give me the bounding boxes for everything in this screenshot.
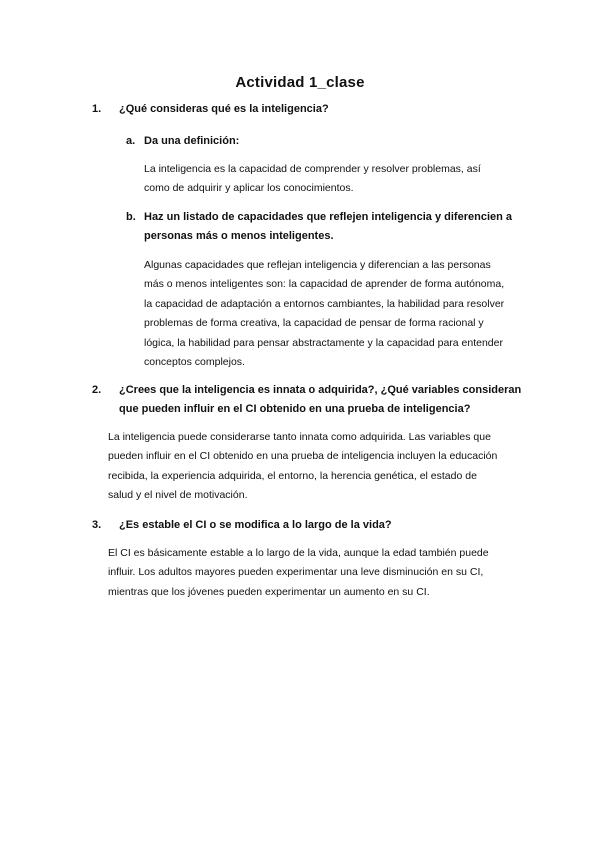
subquestion-text: Da una definición: [144,135,240,147]
subquestion-1b [126,208,546,246]
answer-line: lógica, la habilidad para pensar abstractamente y la capacidad para entender [144,336,503,349]
answer-3 [108,544,558,602]
question-text: ¿Qué consideras qué es la inteligencia? [119,103,329,115]
question-text: ¿Es estable el CI o se modifica a lo largo de la vida? [119,519,392,531]
answer-2 [108,428,558,506]
answer-line: pueden influir en el CI obtenido en una prueba de inteligencia incluyen la educación [108,450,498,463]
question-number: 2. [92,384,102,396]
question-line: que pueden influir en el CI obtenido en una prueba de inteligencia? [119,403,471,415]
answer-1b [144,256,554,372]
answer-line: problemas de forma creativa, la capacidad de pensar de forma racional y [144,317,484,330]
answer-line: El CI es básicamente estable a lo largo de la vida, aunque la edad también puede [108,547,489,559]
subquestion-1a [126,132,526,151]
subquestion-line: personas más o menos inteligentes. [144,230,334,242]
subquestion-letter: b. [126,211,136,223]
answer-line: la capacidad de adaptación a entornos cambiantes, la habilidad para resolver [144,297,505,310]
question-number: 3. [92,519,102,531]
answer-line: Algunas capacidades que reflejan inteligencia y diferencian a las personas [144,259,491,271]
question-1 [92,100,532,119]
answer-line: como de adquirir y aplicar los conocimientos. [144,182,354,195]
answer-line: mientras que los jóvenes pueden experimentar un aumento en su CI. [108,585,430,598]
question-number: 1. [92,103,102,115]
answer-line: salud y el nivel de motivación. [108,489,248,502]
question-3 [92,516,542,535]
answer-line: recibida, la experiencia adquirida, el entorno, la herencia genética, el estado de [108,469,477,482]
question-line: ¿Crees que la inteligencia es innata o adquirida?, ¿Qué variables consideran [119,384,522,396]
question-2 [92,381,542,419]
subquestion-letter: a. [126,135,136,147]
answer-line: La inteligencia es la capacidad de comprender y resolver problemas, así [144,163,481,175]
question-text [92,381,542,419]
subquestion-line: Haz un listado de capacidades que reflejen inteligencia y diferencien a [144,211,513,223]
answer-line: La inteligencia puede considerarse tanto innata como adquirida. Las variables que [108,431,491,443]
document-title: Actividad 1_clase [235,74,365,91]
answer-1a [144,160,544,199]
answer-line: conceptos complejos. [144,356,245,369]
answer-line: más o menos inteligentes son: la capacidad de aprender de forma autónoma, [144,278,505,291]
answer-line: influir. Los adultos mayores pueden experimentar una leve disminución en su CI, [108,566,484,579]
subquestion-text [126,208,546,246]
